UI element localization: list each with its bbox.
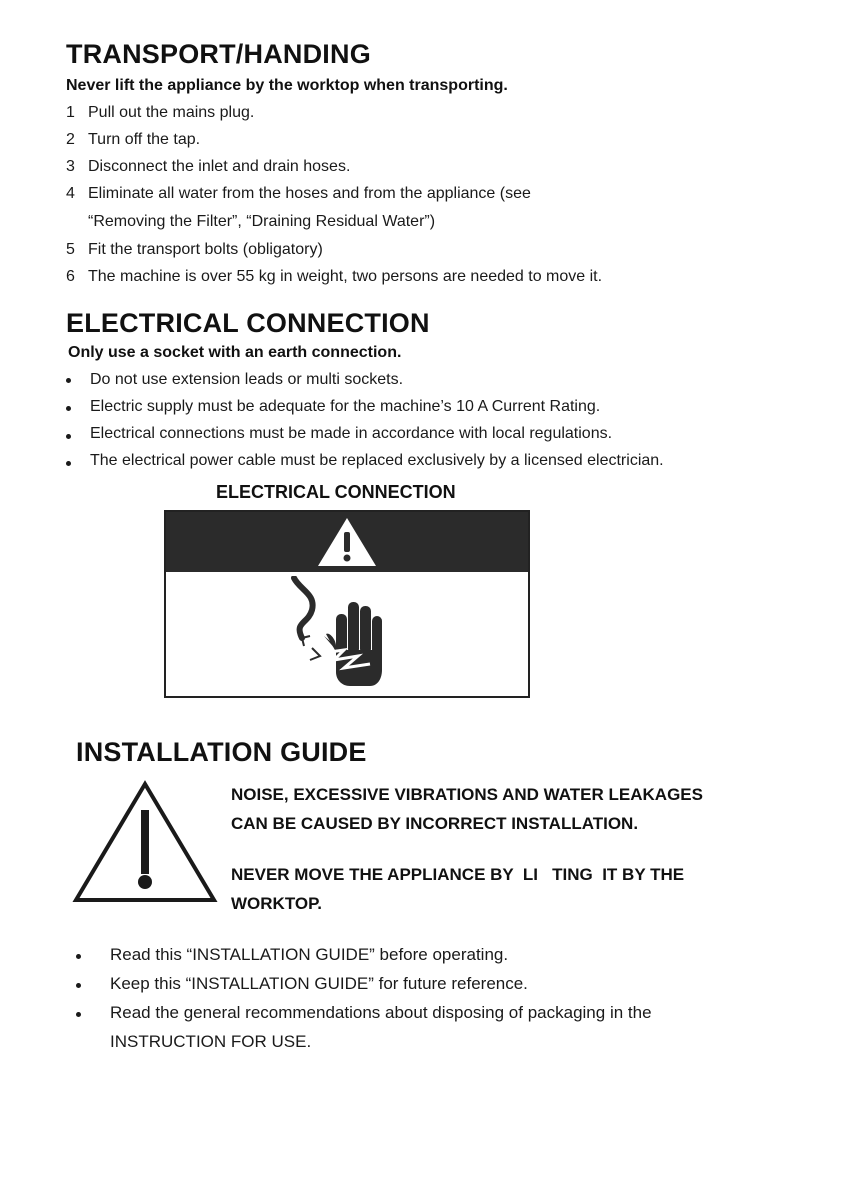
warning-triangle-icon [316, 516, 378, 568]
step-text: Eliminate all water from the hoses and from the appliance (see [88, 185, 531, 202]
electrical-bullet-3: Electrical connections must be made in accordance with local regulations. [90, 425, 613, 442]
electrical-warning-figure [164, 510, 530, 698]
bullet-dot [76, 983, 81, 988]
installation-bullet-2: Keep this “INSTALLATION GUIDE” for future reference. [110, 974, 528, 993]
step-text: Pull out the mains plug. [88, 104, 255, 121]
transport-step-3 [66, 158, 350, 176]
installation-warning-line-1: NOISE, EXCESSIVE VIBRATIONS AND WATER LEAKAGES [231, 785, 703, 804]
step-number: 5 [66, 241, 75, 258]
bullet-dot [66, 378, 71, 383]
transport-step-2 [66, 131, 200, 149]
installation-warning-line-4: WORKTOP. [231, 894, 322, 913]
step-text: Fit the transport bolts (obligatory) [88, 241, 323, 258]
step-text: Disconnect the inlet and drain hoses. [88, 158, 351, 175]
electrical-note: Only use a socket with an earth connection. [68, 344, 402, 361]
transport-step-1 [66, 104, 254, 122]
electric-shock-hand-icon [286, 576, 406, 694]
step-number: 6 [66, 268, 75, 285]
step-number: 2 [66, 131, 75, 148]
transport-step-6 [66, 268, 602, 286]
bullet-dot [66, 406, 71, 411]
bullet-dot [66, 461, 71, 466]
electrical-title: ELECTRICAL CONNECTION [66, 308, 430, 338]
bullet-dot [76, 1012, 81, 1017]
electrical-bullet-4: The electrical power cable must be replaced exclusively by a licensed electrician. [90, 452, 664, 469]
installation-warning-line-3: NEVER MOVE THE APPLIANCE BY LI TING IT BY THE [231, 865, 685, 884]
installation-title: INSTALLATION GUIDE [76, 737, 367, 767]
step-text: The machine is over 55 kg in weight, two persons are needed to move it. [88, 268, 603, 285]
transport-step-4 [66, 185, 531, 203]
transport-title: TRANSPORT/HANDING [66, 39, 371, 69]
electrical-bullet-2: Electric supply must be adequate for the machine’s 10 A Current Rating. [90, 398, 601, 415]
electrical-bullet-1: Do not use extension leads or multi sockets. [90, 371, 404, 388]
step-text: Turn off the tap. [88, 131, 201, 148]
installation-bullet-3: Read the general recommendations about disposing of packaging in the [110, 1003, 652, 1022]
transport-step-5 [66, 241, 323, 259]
step-text: “Removing the Filter”, “Draining Residual Water”) [88, 213, 436, 230]
warning-header-band [166, 512, 528, 572]
step-number: 4 [66, 185, 75, 202]
step-number: 1 [66, 104, 75, 121]
figure-caption: ELECTRICAL CONNECTION [216, 482, 456, 502]
installation-bullet-1: Read this “INSTALLATION GUIDE” before operating. [110, 945, 509, 964]
transport-step-4-cont [66, 213, 435, 231]
step-number: 3 [66, 158, 75, 175]
installation-warning-line-2: CAN BE CAUSED BY INCORRECT INSTALLATION. [231, 814, 639, 833]
bullet-dot [76, 954, 81, 959]
warning-triangle-icon [72, 780, 218, 904]
installation-bullet-3-cont: INSTRUCTION FOR USE. [110, 1032, 312, 1051]
transport-warning: Never lift the appliance by the worktop when transporting. [66, 77, 508, 94]
bullet-dot [66, 434, 71, 439]
